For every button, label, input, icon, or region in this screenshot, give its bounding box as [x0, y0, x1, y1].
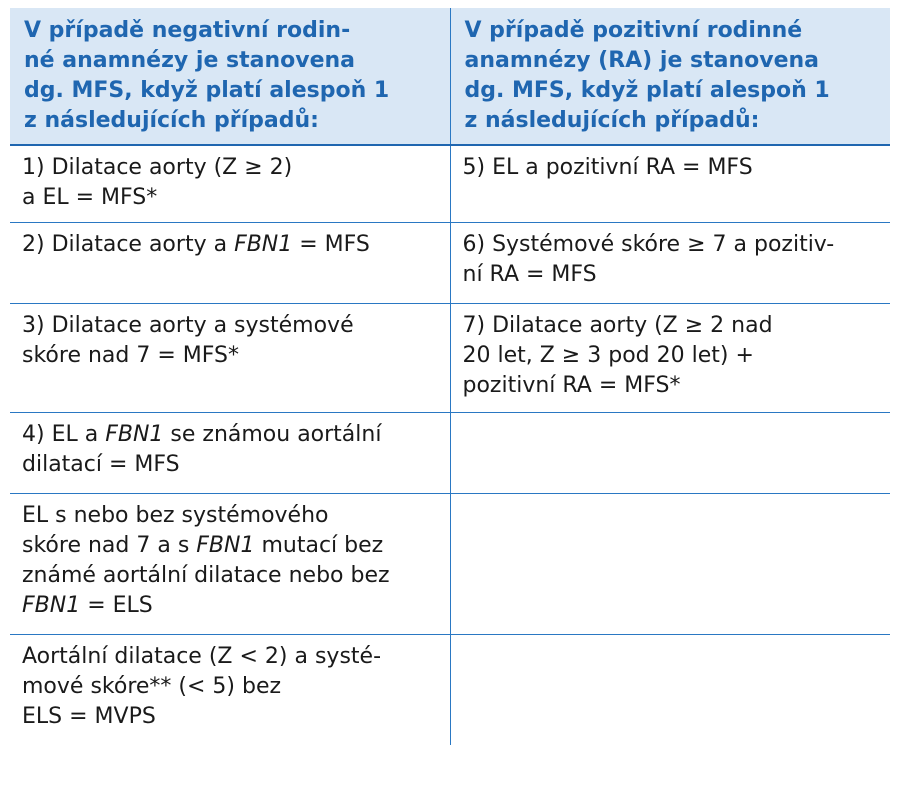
header-line: z následujících případů:	[24, 108, 319, 133]
cell-line: pozitivní RA = MFS*	[462, 373, 681, 398]
table-row	[10, 223, 890, 304]
cell-line: 4) EL a FBN1 se známou aortální	[22, 422, 382, 447]
cell-line: 2) Dilatace aorty a FBN1 = MFS	[22, 232, 370, 257]
cell-line: ní RA = MFS	[462, 262, 597, 287]
header-negative-family-history	[10, 8, 450, 145]
diagnostic-criteria-table	[10, 8, 890, 745]
header-line: V případě negativní rodin-	[24, 18, 351, 43]
cell-line: 6) Systémové skóre ≥ 7 a pozitiv-	[462, 232, 835, 257]
cell-empty	[450, 413, 890, 494]
cell-line: 7) Dilatace aorty (Z ≥ 2 nad	[462, 313, 773, 338]
cell-line: známé aortální dilatace nebo bez	[22, 563, 390, 588]
table-row	[10, 413, 890, 494]
table-row	[10, 635, 890, 746]
cell-line: a EL = MFS*	[22, 185, 158, 210]
table-row	[10, 304, 890, 413]
cell-line: skóre nad 7 = MFS*	[22, 343, 239, 368]
header-line: z následujících případů:	[464, 108, 760, 133]
cell-criterion-2	[10, 223, 450, 304]
header-line: anamnézy (RA) je stanovena	[464, 48, 820, 73]
cell-criterion-7	[450, 304, 890, 413]
cell-line: 5) EL a pozitivní RA = MFS	[462, 155, 753, 180]
cell-line: Aortální dilatace (Z < 2) a systé-	[22, 644, 382, 669]
cell-line: skóre nad 7 a s FBN1 mutací bez	[22, 533, 384, 558]
cell-line: ELS = MVPS	[22, 704, 156, 729]
cell-criterion-6	[450, 223, 890, 304]
cell-line: 3) Dilatace aorty a systémové	[22, 313, 354, 338]
gene-name: FBN1	[22, 593, 81, 618]
table-row	[10, 494, 890, 635]
gene-name: FBN1	[196, 533, 255, 558]
cell-criterion-1	[10, 145, 450, 223]
cell-line: FBN1 = ELS	[22, 593, 153, 618]
table-row	[10, 145, 890, 223]
cell-line: 1) Dilatace aorty (Z ≥ 2)	[22, 155, 293, 180]
cell-criterion-5	[450, 145, 890, 223]
cell-line: mové skóre** (< 5) bez	[22, 674, 282, 699]
cell-criterion-3	[10, 304, 450, 413]
cell-criterion-4	[10, 413, 450, 494]
cell-mvps	[10, 635, 450, 746]
cell-empty	[450, 635, 890, 746]
header-line: dg. MFS, když platí alespoň 1	[464, 78, 830, 103]
cell-els	[10, 494, 450, 635]
header-positive-family-history	[450, 8, 890, 145]
gene-name: FBN1	[105, 422, 164, 447]
gene-name: FBN1	[234, 232, 293, 257]
table-header-row	[10, 8, 890, 145]
cell-line: dilatací = MFS	[22, 452, 180, 477]
cell-line: EL s nebo bez systémového	[22, 503, 329, 528]
header-line: V případě pozitivní rodinné	[464, 18, 803, 43]
cell-empty	[450, 494, 890, 635]
header-line: dg. MFS, když platí alespoň 1	[24, 78, 390, 103]
cell-line: 20 let, Z ≥ 3 pod 20 let) +	[462, 343, 754, 368]
header-line: né anamnézy je stanovena	[24, 48, 356, 73]
